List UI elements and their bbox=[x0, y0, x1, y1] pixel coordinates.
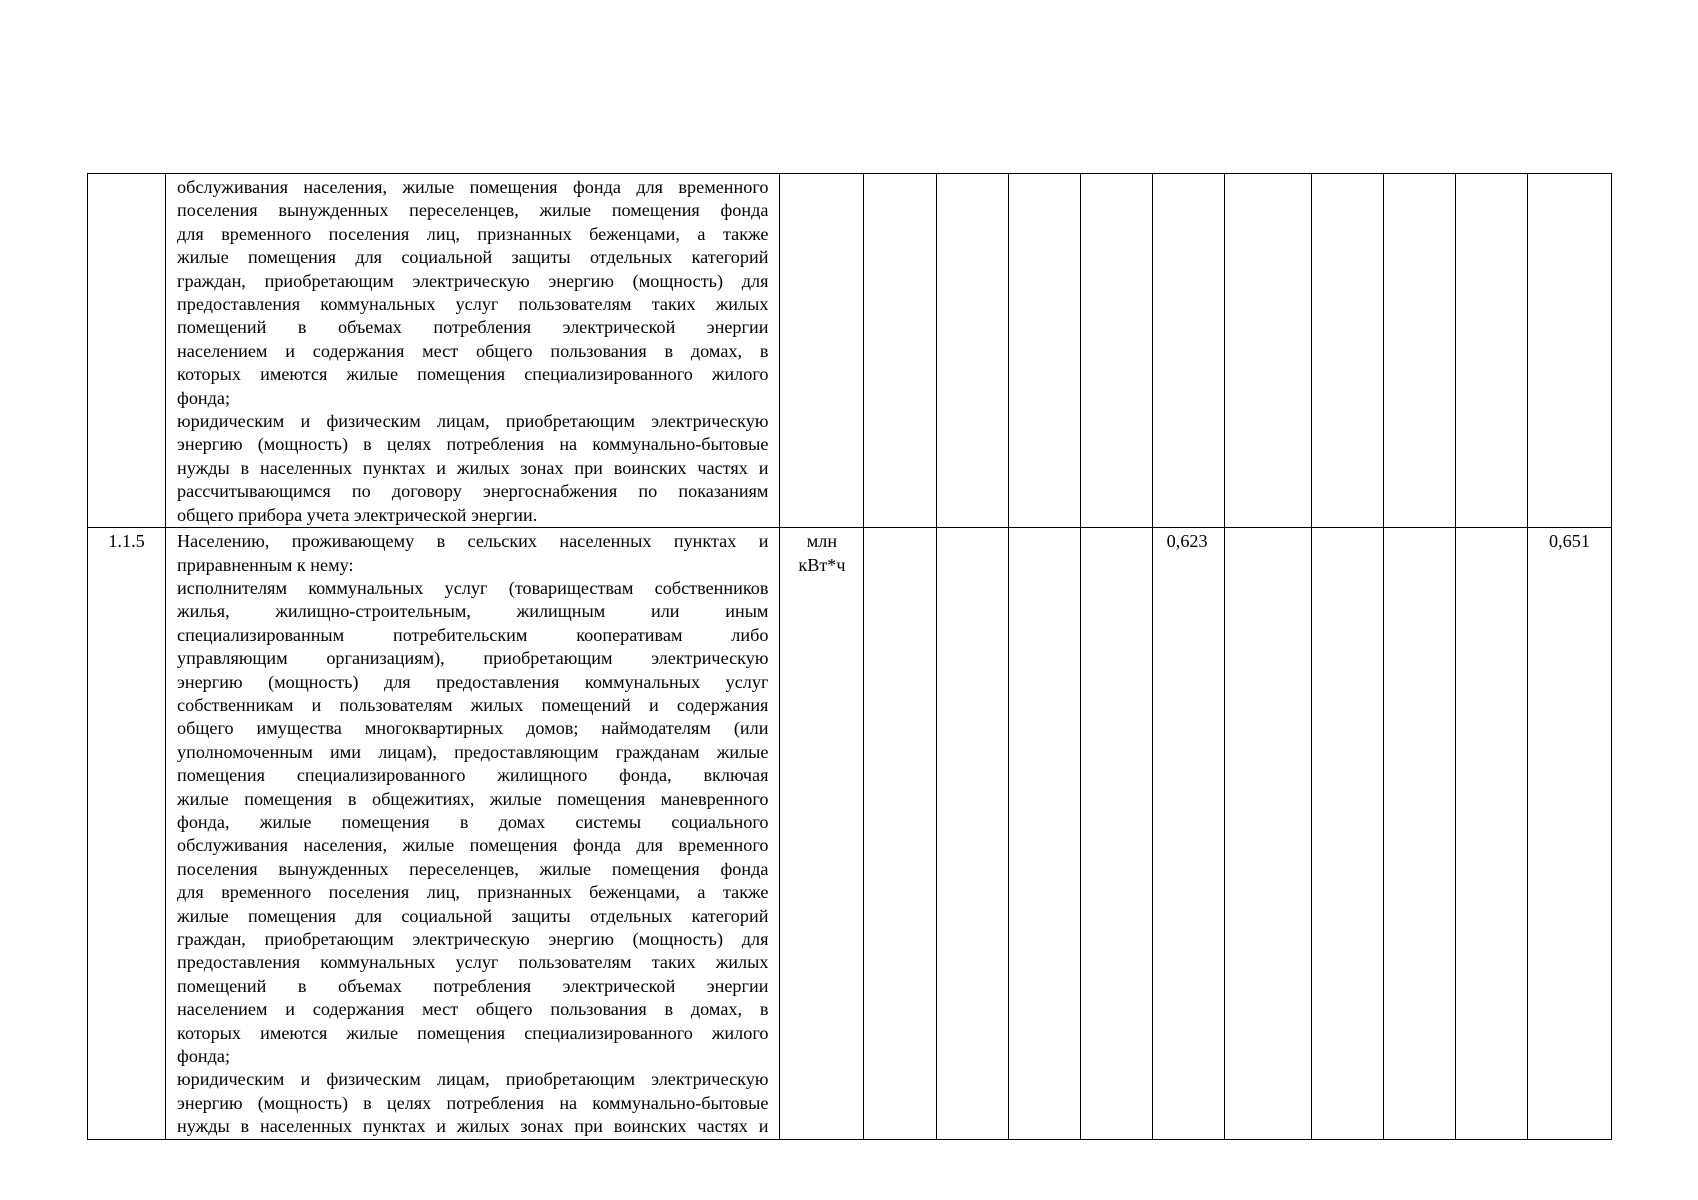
row-number-cell bbox=[88, 528, 166, 1140]
description-line: жилые помещения для социальной защиты отдельных категорий bbox=[177, 905, 769, 926]
description-line: обслуживания населения, жилые помещения фонда для временного bbox=[177, 835, 769, 856]
value-cell bbox=[864, 528, 936, 1140]
description-line: юридическим и физическим лицам, приобретающим электрическую bbox=[177, 1069, 769, 1090]
value-cell bbox=[1455, 174, 1527, 528]
unit-cell bbox=[780, 174, 864, 528]
row-number-cell bbox=[88, 174, 166, 528]
cell-value: 0,623 bbox=[1166, 531, 1208, 552]
description-line: энергию (мощность) в целях потребления на коммунально-бытовые bbox=[177, 434, 769, 455]
description-line: фонда; bbox=[177, 387, 231, 408]
description-cell bbox=[166, 528, 780, 1140]
value-cell bbox=[936, 174, 1008, 528]
description-line: помещений в объемах потребления электрической энергии bbox=[177, 975, 769, 996]
description-line: обслуживания населения, жилые помещения фонда для временного bbox=[177, 177, 769, 197]
description-line: специализированным потребительским кооперативам либо bbox=[177, 624, 769, 645]
description-line: энергию (мощность) в целях потребления на коммунально-бытовые bbox=[177, 1092, 769, 1113]
description-line: поселения вынужденных переселенцев, жилые помещения фонда bbox=[177, 858, 769, 879]
description-line: для временного поселения лиц, признанных беженцами, а также bbox=[177, 223, 769, 244]
value-cell bbox=[1008, 174, 1080, 528]
value-cell bbox=[1008, 528, 1080, 1140]
value-cell bbox=[1455, 528, 1527, 1140]
value-cell bbox=[1080, 528, 1152, 1140]
description-line: которых имеются жилые помещения специализированного жилого bbox=[177, 1022, 769, 1043]
description-line: управляющим организациям), приобретающим электрическую bbox=[177, 648, 769, 669]
table-row bbox=[88, 528, 1612, 1140]
value-cell bbox=[936, 528, 1008, 1140]
description-line: помещения специализированного жилищного фонда, включая bbox=[177, 765, 769, 786]
description-line: общего прибора учета электрической энергии. bbox=[177, 504, 538, 525]
description-line: общего имущества многоквартирных домов; наймодателям (или bbox=[177, 718, 769, 739]
row-number: 1.1.5 bbox=[108, 531, 145, 552]
value-cell bbox=[1527, 528, 1611, 1140]
cell-value: 0,651 bbox=[1548, 531, 1590, 552]
description-line: Населению, проживающему в сельских населенных пунктах и bbox=[177, 531, 769, 552]
description-line: граждан, приобретающим электрическую энергию (мощность) для bbox=[177, 929, 769, 949]
description-cell bbox=[166, 174, 780, 528]
description-line: предоставления коммунальных услуг пользователям таких жилых bbox=[177, 294, 769, 315]
description-line: которых имеются жилые помещения специализированного жилого bbox=[177, 364, 769, 385]
unit-label: кВт*ч bbox=[798, 554, 846, 575]
value-cell bbox=[1152, 528, 1224, 1140]
description-line: предоставления коммунальных услуг пользователям таких жилых bbox=[177, 952, 769, 973]
value-cell bbox=[1527, 174, 1611, 528]
table-row bbox=[88, 174, 1612, 528]
description-line: нужды в населенных пунктах и жилых зонах при воинских частях и bbox=[177, 1116, 769, 1137]
description-line: населением и содержания мест общего пользования в домах, в bbox=[177, 340, 769, 361]
value-cell bbox=[1311, 174, 1383, 528]
value-cell bbox=[1224, 528, 1311, 1140]
description-line: приравненным к нему: bbox=[177, 554, 354, 575]
description-line: помещений в объемах потребления электрической энергии bbox=[177, 317, 769, 338]
description-line: граждан, приобретающим электрическую энергию (мощность) для bbox=[177, 270, 769, 291]
value-cell bbox=[1383, 174, 1455, 528]
unit-cell bbox=[780, 528, 864, 1140]
description-line: населением и содержания мест общего пользования в домах, в bbox=[177, 999, 769, 1020]
value-cell bbox=[1224, 174, 1311, 528]
description-line: фонда, жилые помещения в домах системы социального bbox=[177, 811, 769, 832]
description-line: уполномоченным ими лицам), предоставляющим гражданам жилые bbox=[177, 741, 769, 762]
value-cell bbox=[1311, 528, 1383, 1140]
description-line: для временного поселения лиц, признанных беженцами, а также bbox=[177, 882, 769, 903]
description-line: энергию (мощность) для предоставления коммунальных услуг bbox=[177, 671, 769, 692]
unit-label: млн bbox=[806, 531, 838, 552]
description-line: нужды в населенных пунктах и жилых зонах при воинских частях и bbox=[177, 457, 769, 478]
description-line: жилые помещения для социальной защиты отдельных категорий bbox=[177, 247, 769, 268]
data-table bbox=[87, 173, 1612, 1140]
description-line: юридическим и физическим лицам, приобретающим электрическую bbox=[177, 411, 769, 432]
description-line: фонда; bbox=[177, 1046, 231, 1067]
description-line: поселения вынужденных переселенцев, жилые помещения фонда bbox=[177, 200, 769, 221]
description-line: жилые помещения в общежитиях, жилые помещения маневренного bbox=[177, 788, 769, 809]
description-line: рассчитывающимся по договору энергоснабжения по показаниям bbox=[177, 481, 769, 502]
value-cell bbox=[864, 174, 936, 528]
value-cell bbox=[1152, 174, 1224, 528]
description-line: исполнителям коммунальных услуг (товариществам собственников bbox=[177, 577, 769, 598]
description-line: собственникам и пользователям жилых помещений и содержания bbox=[177, 694, 769, 715]
value-cell bbox=[1383, 528, 1455, 1140]
value-cell bbox=[1080, 174, 1152, 528]
description-line: жилья, жилищно-строительным, жилищным или иным bbox=[177, 601, 769, 622]
